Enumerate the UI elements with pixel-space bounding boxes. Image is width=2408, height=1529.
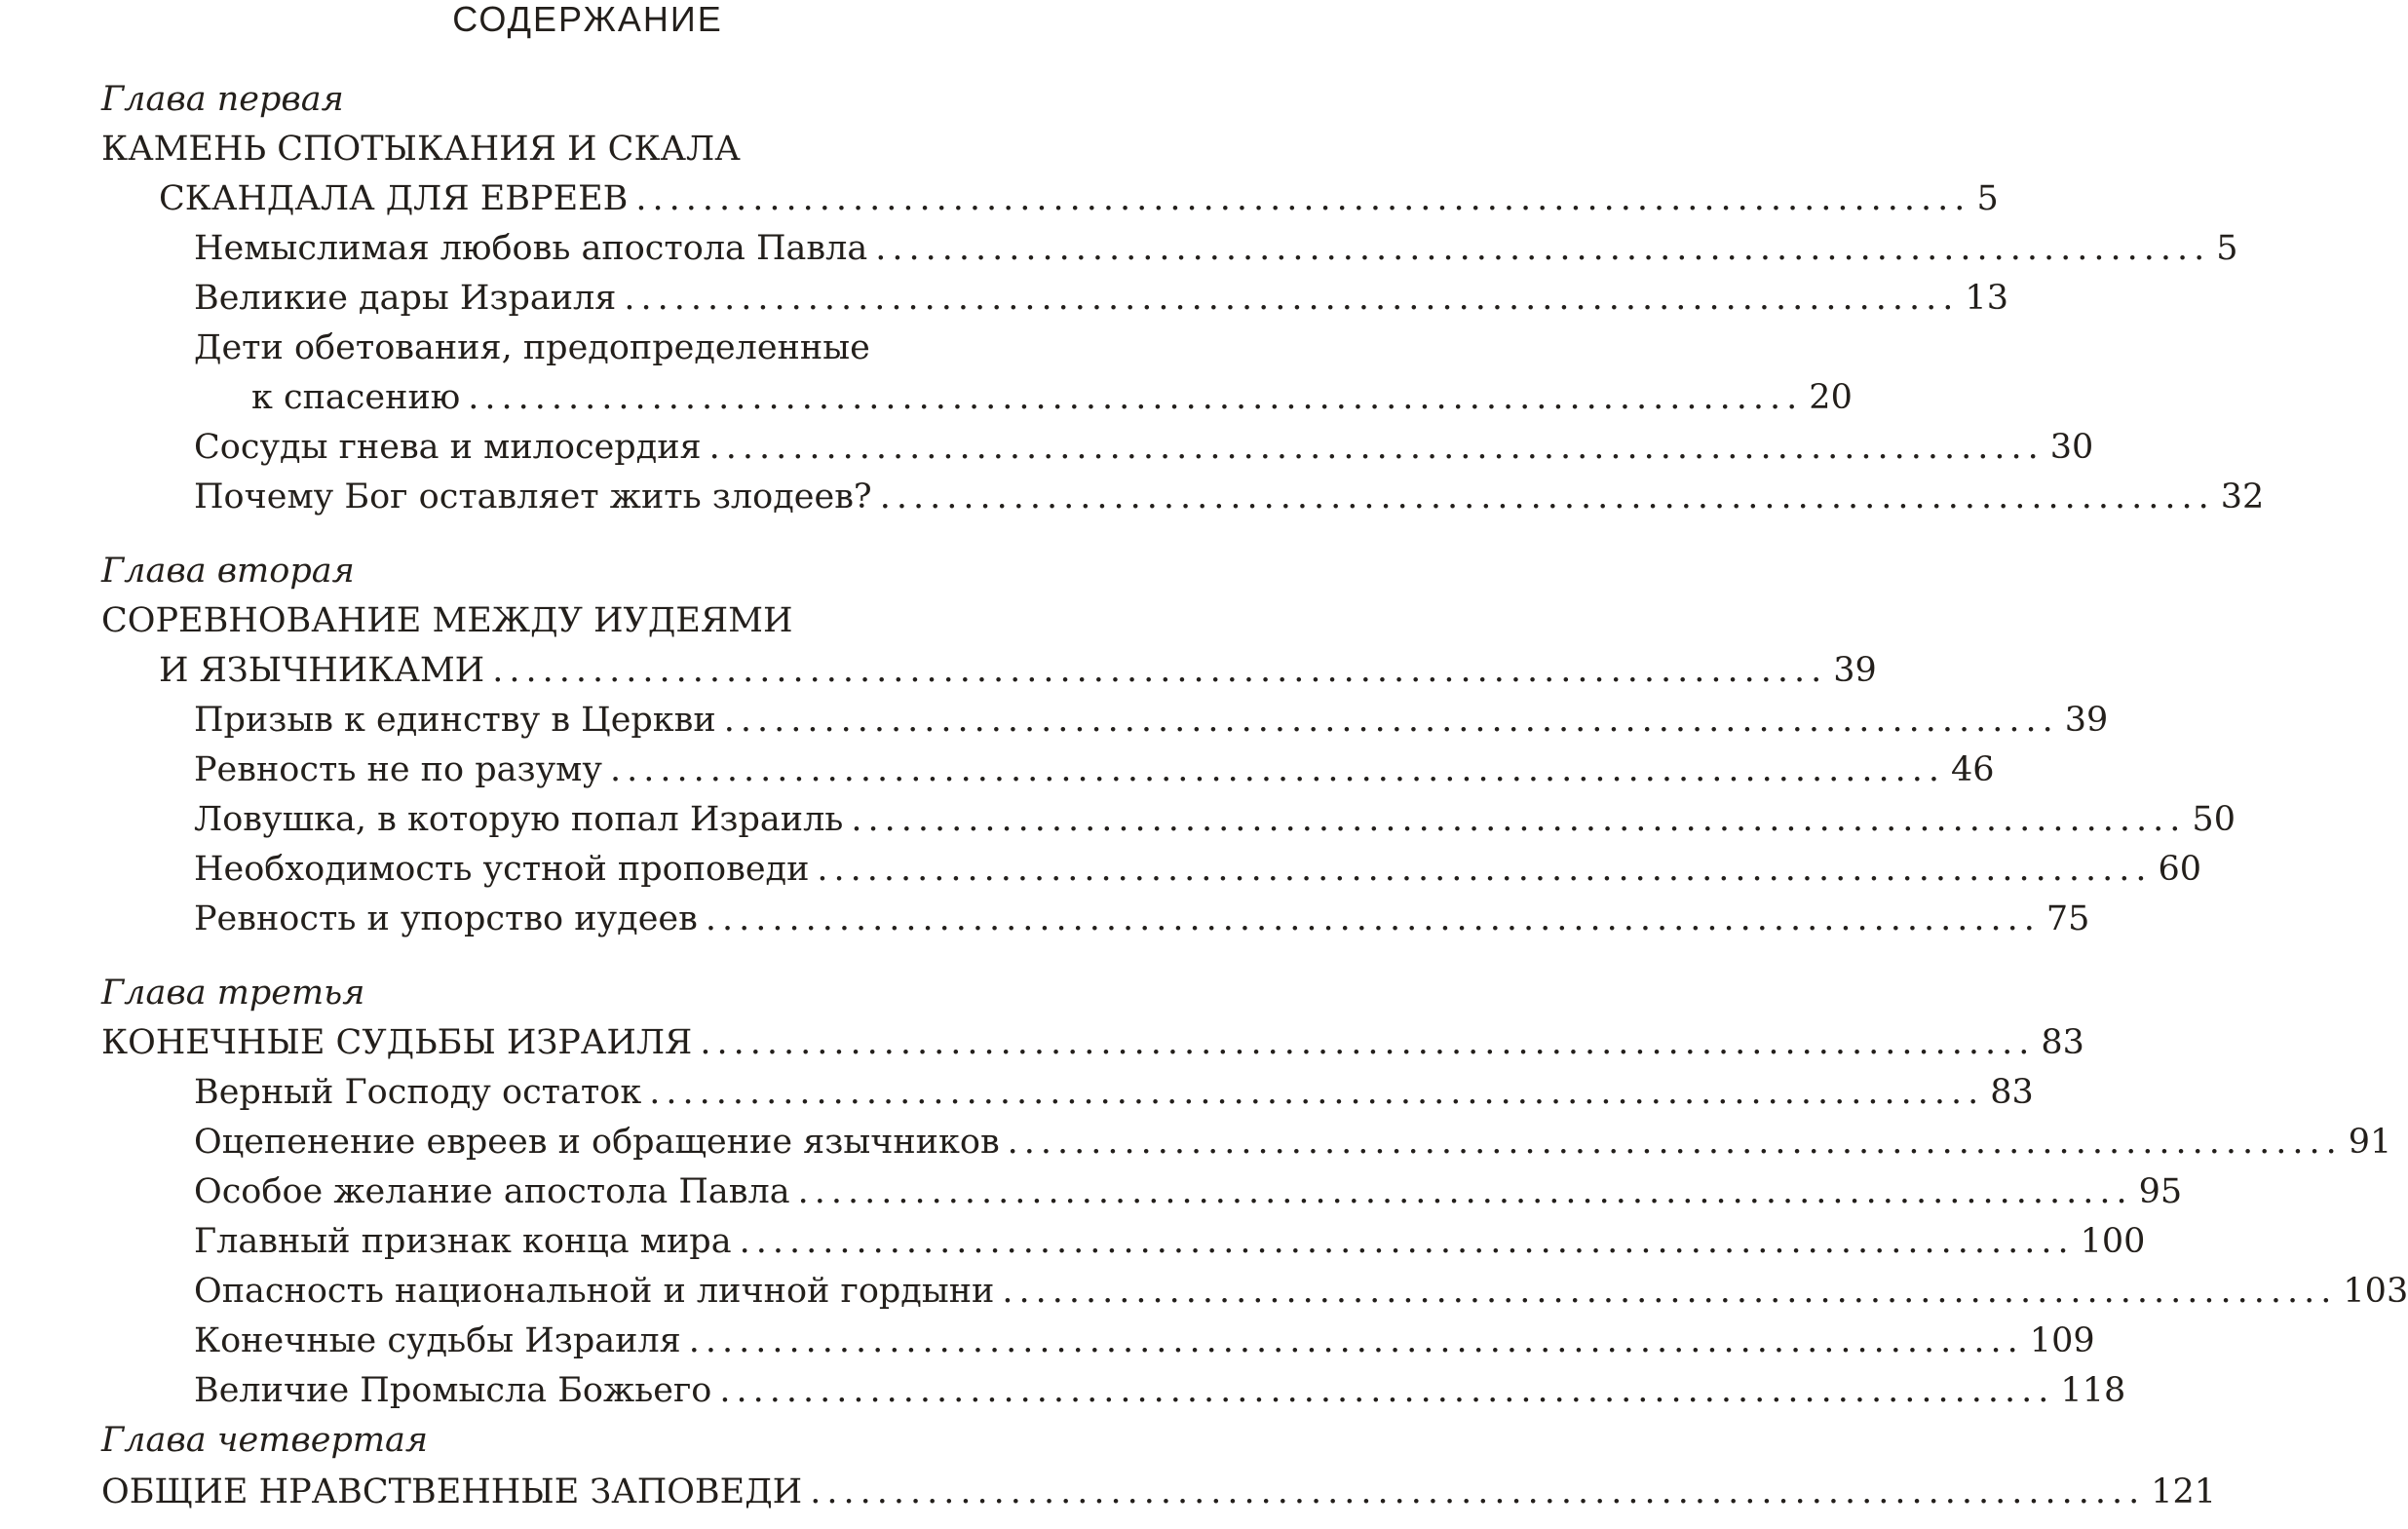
- dot-leader: ................................................................................: [649, 1073, 1985, 1112]
- page-number: 83: [1990, 1073, 2034, 1112]
- section-title: Главный признак конца мира: [194, 1222, 732, 1261]
- page-number: 50: [2192, 800, 2236, 839]
- chapter-label: Глава четвертая: [101, 1421, 429, 1460]
- dot-leader: ................................................................................: [810, 1472, 2146, 1511]
- page-number: 121: [2151, 1472, 2217, 1511]
- dot-leader: ................................................................................: [705, 899, 2041, 938]
- page-number: 5: [1976, 179, 1999, 218]
- toc-entry-chapter[interactable]: [159, 175, 1999, 222]
- toc-entry-chapter[interactable]: [101, 1469, 2217, 1515]
- section-title: Особое желание апостола Павла: [194, 1172, 790, 1211]
- page-number: 103: [2343, 1272, 2408, 1311]
- chapter-heading-continued: СКАНДАЛА ДЛЯ ЕВРЕЕВ: [159, 179, 629, 218]
- dot-leader: ................................................................................: [879, 478, 2215, 516]
- toc-entry[interactable]: [194, 697, 2109, 744]
- section-title: Ловушка, в которую попал Израиль: [194, 800, 844, 839]
- section-title-continued: к спасению: [251, 378, 461, 417]
- dot-leader: ................................................................................: [708, 428, 2045, 467]
- toc-entry[interactable]: [194, 424, 2094, 471]
- section-title: Величие Промысла Божьего: [194, 1371, 712, 1410]
- chapter-label: Глава третья: [101, 974, 365, 1013]
- section-title: Необходимость устной проповеди: [194, 850, 810, 889]
- page-number: 83: [2041, 1023, 2084, 1062]
- chapter-heading: СОРЕВНОВАНИЕ МЕЖДУ ИУДЕЯМИ: [101, 601, 793, 640]
- toc-entry[interactable]: [194, 1069, 2034, 1116]
- chapter-heading: КОНЕЧНЫЕ СУДЬБЫ ИЗРАИЛЯ: [101, 1023, 693, 1062]
- dot-leader: ................................................................................: [700, 1023, 2036, 1062]
- page-number: 91: [2348, 1123, 2392, 1162]
- dot-leader: ................................................................................: [635, 179, 1971, 218]
- section-title: Опасность национальной и личной гордыни: [194, 1272, 995, 1311]
- page-number: 46: [1951, 750, 1995, 789]
- toc-entry[interactable]: [194, 1119, 2392, 1166]
- toc-entry[interactable]: [194, 796, 2236, 843]
- toc-entry[interactable]: [251, 374, 1853, 421]
- dot-leader: ................................................................................: [723, 701, 2059, 740]
- toc-entry[interactable]: [194, 1268, 2408, 1315]
- dot-leader: ................................................................................: [719, 1371, 2055, 1410]
- page-number: 5: [2216, 229, 2238, 268]
- page-number: 39: [1833, 651, 1877, 690]
- section-title: Верный Господу остаток: [194, 1073, 642, 1112]
- dot-leader: ................................................................................: [875, 229, 2211, 268]
- dot-leader: ................................................................................: [1002, 1272, 2338, 1311]
- toc-entry[interactable]: [194, 225, 2238, 272]
- dot-leader: ................................................................................: [817, 850, 2153, 889]
- dot-leader: ................................................................................: [797, 1172, 2133, 1211]
- page-number: 100: [2080, 1222, 2146, 1261]
- page-number: 75: [2045, 899, 2090, 938]
- dot-leader: ................................................................................: [609, 750, 1946, 789]
- chapter-label: Глава вторая: [101, 552, 355, 591]
- page-number: 118: [2060, 1371, 2126, 1410]
- toc-entry-chapter[interactable]: [159, 647, 1877, 694]
- dot-leader: ................................................................................: [624, 279, 1960, 318]
- section-title: Оцепенение евреев и обращение язычников: [194, 1123, 1000, 1162]
- section-title: Ревность не по разуму: [194, 750, 602, 789]
- page-number: 20: [1809, 378, 1853, 417]
- toc-entry[interactable]: [194, 1318, 2095, 1364]
- section-title: Призыв к единству в Церкви: [194, 701, 716, 740]
- page-title: СОДЕРЖАНИЕ: [452, 0, 723, 39]
- toc-entry[interactable]: [194, 746, 1995, 793]
- page-number: 109: [2029, 1321, 2095, 1360]
- toc-entry[interactable]: [194, 896, 2090, 942]
- section-title: Ревность и упорство иудеев: [194, 899, 698, 938]
- chapter-heading: ОБЩИЕ НРАВСТВЕННЫЕ ЗАПОВЕДИ: [101, 1472, 803, 1511]
- page-number: 30: [2049, 428, 2094, 467]
- toc-entry[interactable]: [194, 1218, 2146, 1265]
- section-title: Конечные судьбы Израиля: [194, 1321, 681, 1360]
- dot-leader: ................................................................................: [851, 800, 2187, 839]
- dot-leader: ................................................................................: [1007, 1123, 2343, 1162]
- dot-leader: ................................................................................: [468, 378, 1804, 417]
- page-number: 13: [1965, 279, 2008, 318]
- dot-leader: ................................................................................: [492, 651, 1828, 690]
- section-title: Великие дары Израиля: [194, 279, 617, 318]
- toc-entry[interactable]: [194, 1168, 2183, 1215]
- toc-entry-chapter[interactable]: [101, 1019, 2084, 1066]
- toc-entry[interactable]: [194, 275, 2008, 322]
- page-number: 60: [2158, 850, 2202, 889]
- toc-entry[interactable]: [194, 846, 2202, 893]
- page-number: 39: [2064, 701, 2109, 740]
- chapter-label: Глава первая: [101, 80, 344, 119]
- chapter-heading: КАМЕНЬ СПОТЫКАНИЯ И СКАЛА: [101, 130, 741, 169]
- section-title: Дети обетования, предопределенные: [194, 328, 870, 367]
- section-title: Сосуды гнева и милосердия: [194, 428, 702, 467]
- page-number: 32: [2220, 478, 2265, 516]
- section-title: Почему Бог оставляет жить злодеев?: [194, 478, 872, 516]
- toc-entry[interactable]: [194, 474, 2265, 520]
- dot-leader: ................................................................................: [688, 1321, 2024, 1360]
- page-number: 95: [2138, 1172, 2183, 1211]
- chapter-heading-continued: И ЯЗЫЧНИКАМИ: [159, 651, 485, 690]
- dot-leader: ................................................................................: [739, 1222, 2075, 1261]
- toc-entry[interactable]: [194, 1367, 2126, 1414]
- section-title: Немыслимая любовь апостола Павла: [194, 229, 868, 268]
